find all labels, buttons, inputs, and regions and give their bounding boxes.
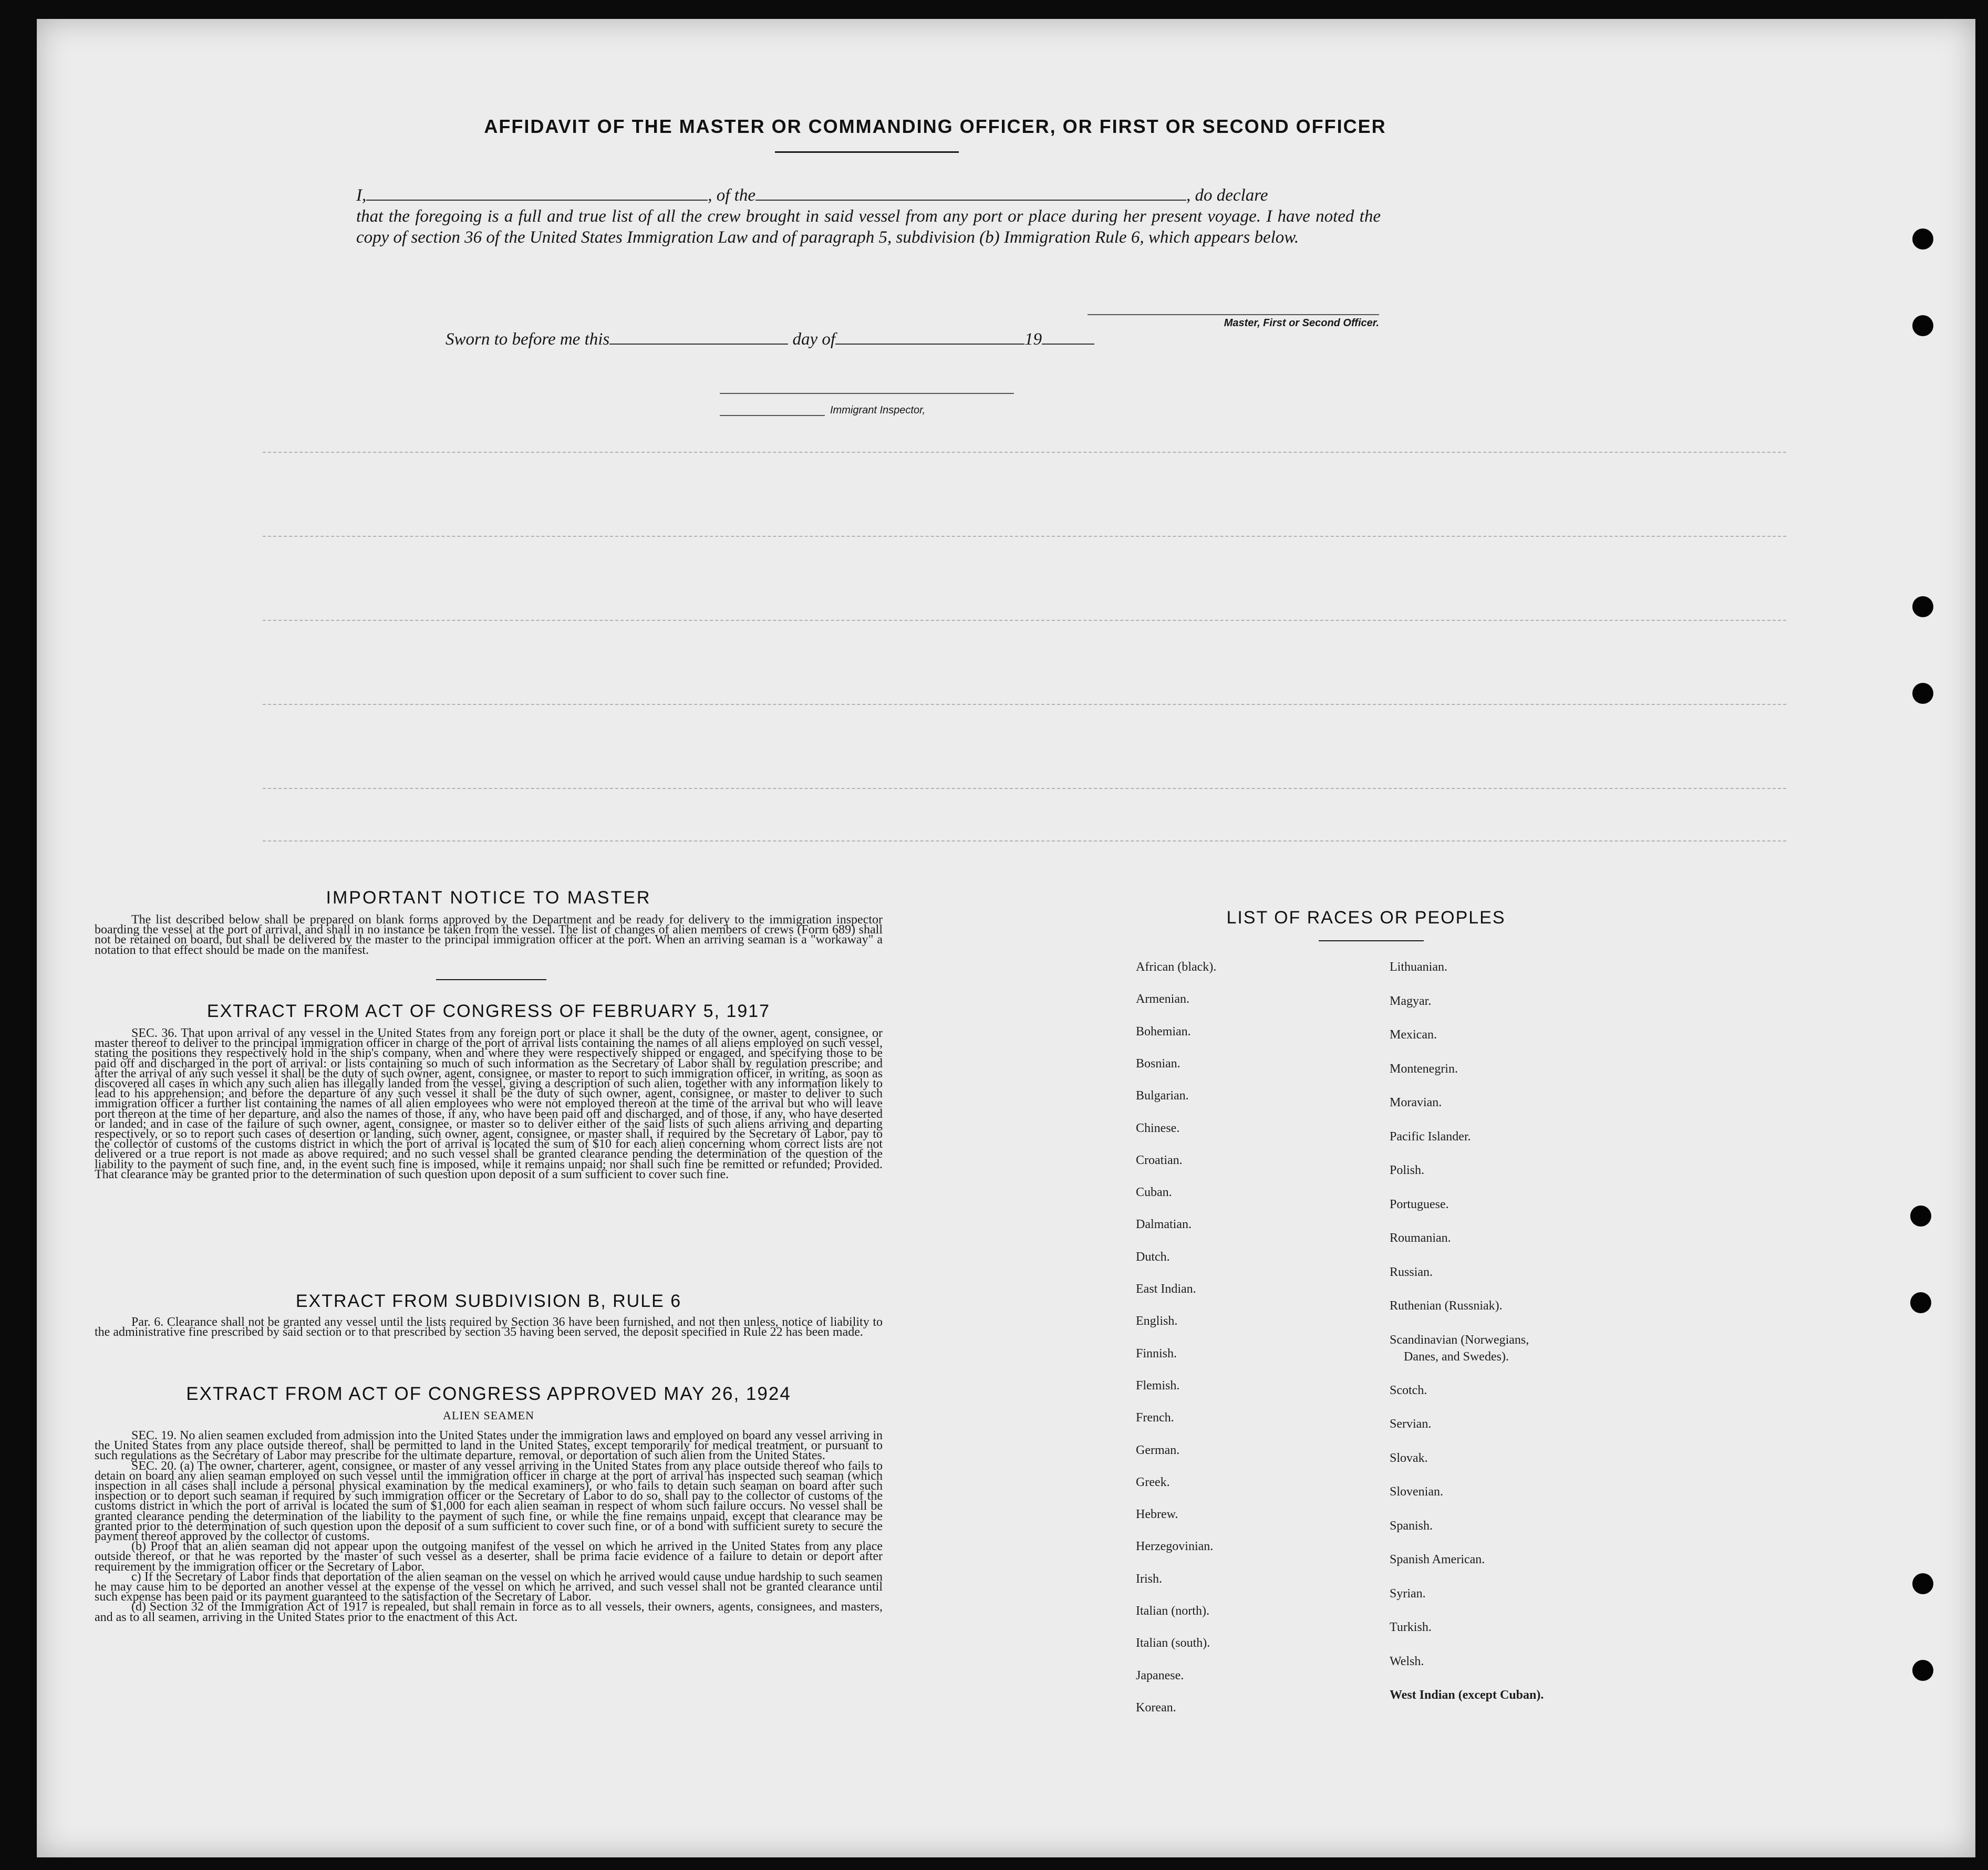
- race-item: East Indian.: [1136, 1282, 1196, 1296]
- race-item: German.: [1136, 1443, 1180, 1457]
- sworn-year-label: 19: [1024, 330, 1042, 349]
- race-item: French.: [1136, 1411, 1174, 1425]
- race-item: Italian (south).: [1136, 1636, 1210, 1650]
- vessel-blank: [755, 184, 1186, 201]
- binder-hole: [1912, 228, 1933, 250]
- binder-hole: [1912, 1573, 1933, 1594]
- race-item: Hebrew.: [1136, 1508, 1178, 1522]
- extract-1924-text: [95, 1431, 883, 1623]
- race-item: Dalmatian.: [1136, 1218, 1192, 1232]
- notice-paragraph: The list described below shall be prepared on blank forms approved by the Department and be ready for delivery to the immigration inspector boarding the vessel at the port of arrival, and shall in no instance be taken from the vessel. The list of changes of alien members of crews (Form 689) shall not be retained on board, but shall be delivered by the master to the principal immigration officer at the port. When an arriving seaman is a "workaway" a notation to that effect should be made on the manifest.: [95, 913, 883, 957]
- sworn-year-blank: [1042, 330, 1094, 345]
- bleed-through-mark: [263, 840, 1786, 842]
- section-20d-paragraph: (d) Section 32 of the Immigration Act of 1917 is repealed, but shall remain in force as to all vessels, their owners, agents, consignees, and masters, and as to all seamen, arriving in the United States prior to the enactment of this Act.: [95, 1600, 883, 1624]
- race-item: West Indian (except Cuban).: [1390, 1688, 1544, 1702]
- binder-hole: [1912, 683, 1933, 704]
- race-item: African (black).: [1136, 960, 1217, 974]
- binder-hole: [1912, 315, 1933, 336]
- race-item: Japanese.: [1136, 1668, 1184, 1682]
- race-item: Portuguese.: [1390, 1197, 1449, 1211]
- bleed-through-mark: [263, 452, 1786, 453]
- paragraph-6: Par. 6. Clearance shall not be granted any vessel until the lists required by Section 36 have been furnished, and not then unless, notice of liability to the administrative fine prescribed by said section or to that prescribed by section 35 having been served, the deposit specified in Rule 22 has been made.: [95, 1315, 883, 1339]
- inspector-signature-line-2: [720, 415, 825, 416]
- race-item: Russian.: [1390, 1265, 1433, 1279]
- race-item: Croatian.: [1136, 1153, 1183, 1167]
- affidavit-i-label: I,: [356, 186, 367, 205]
- race-item: Danes, and Swedes).: [1404, 1349, 1509, 1364]
- race-item: Welsh.: [1390, 1654, 1424, 1668]
- bleed-through-mark: [263, 788, 1786, 789]
- race-item: Cuban.: [1136, 1186, 1172, 1200]
- notice-text: [95, 915, 883, 955]
- affidavit-of-label: , of the: [708, 186, 755, 205]
- name-blank: [366, 184, 708, 201]
- race-item: Bosnian.: [1136, 1056, 1181, 1071]
- subdivision-b-text: [95, 1317, 883, 1337]
- race-item: Slovenian.: [1390, 1485, 1443, 1499]
- subdivision-b-title: EXTRACT FROM SUBDIVISION B, RULE 6: [295, 1291, 682, 1311]
- sworn-day-label: day of: [792, 330, 836, 349]
- sworn-prefix: Sworn to before me this: [446, 330, 610, 349]
- extract-1917-title: EXTRACT FROM ACT OF CONGRESS OF FEBRUARY 5, 1917: [206, 1001, 771, 1021]
- binder-hole: [1910, 1206, 1931, 1227]
- race-item: Slovak.: [1390, 1451, 1428, 1465]
- race-item: Montenegrin.: [1390, 1062, 1458, 1076]
- section-20a-paragraph: SEC. 20. (a) The owner, charterer, agent, consignee, or master of any vessel arriving in the United States from any place outside thereof who fails to detain on board any alien seaman employed on such vessel until the immigration officer in charge at the port of arrival has inspected such seaman (which inspection in all cases shall include a personal physical examination by the medical examiners), or who fails to detain such seaman on board after such inspection or to deport such seaman if required by such immigration officer or the Secretary of Labor to do so, shall pay to the collector of customs of the customs district in which the port of arrival is located the sum of $1,000 for each alien seaman in respect of whom such failure occurs. No vessel shall be granted clearance pending the determination of the liability to the payment of such fine, or while the fine remains unpaid, except that clearance may be granted prior to the determination of such question upon the deposit of a sum sufficient to cover such fine, or of a bond with sufficient surety to secure the payment thereof approved by the collector of customs.: [95, 1459, 883, 1544]
- races-title-rule: [1319, 940, 1424, 941]
- affidavit-declare-label: , do declare: [1186, 186, 1268, 205]
- race-item: Ruthenian (Russniak).: [1390, 1299, 1503, 1313]
- affidavit-body: that the foregoing is a full and true list of all the crew brought in said vessel from any port or place during her present voyage. I have noted the copy of section 36 of the United States Immigration Law and of paragraph 5, subdivision (b) Immigration Rule 6, which appears below.: [356, 207, 1381, 247]
- binder-hole: [1910, 1292, 1931, 1313]
- race-item: Spanish.: [1390, 1519, 1433, 1533]
- race-item: Moravian.: [1390, 1096, 1442, 1109]
- inspector-label: Immigrant Inspector,: [830, 404, 926, 416]
- affidavit-declaration-line: [356, 184, 1381, 205]
- race-item: Greek.: [1136, 1475, 1170, 1489]
- race-item: Mexican.: [1390, 1028, 1437, 1042]
- notice-title: IMPORTANT NOTICE TO MASTER: [326, 888, 651, 908]
- inspector-signature-line: [720, 393, 1014, 394]
- race-item: Roumanian.: [1390, 1231, 1451, 1245]
- sworn-line: [446, 330, 1181, 349]
- race-item: Lithuanian.: [1390, 960, 1447, 974]
- binder-hole: [1912, 1660, 1933, 1681]
- race-item: Chinese.: [1136, 1121, 1180, 1135]
- master-signature-label: Master, First or Second Officer.: [1224, 317, 1379, 329]
- notice-rule: [436, 979, 546, 980]
- race-item: Flemish.: [1136, 1378, 1180, 1393]
- extract-1917-text: [95, 1028, 883, 1180]
- race-item: Finnish.: [1136, 1346, 1177, 1360]
- race-item: English.: [1136, 1314, 1178, 1328]
- race-item: Bulgarian.: [1136, 1089, 1189, 1103]
- sworn-day-blank: [609, 330, 788, 345]
- race-item: Scandinavian (Norwegians,: [1390, 1333, 1529, 1347]
- affidavit-title-rule: [775, 151, 959, 153]
- race-item: Dutch.: [1136, 1250, 1170, 1264]
- alien-seamen-subtitle: ALIEN SEAMEN: [443, 1409, 534, 1422]
- race-item: Servian.: [1390, 1417, 1432, 1431]
- binder-hole: [1912, 596, 1933, 617]
- race-item: Irish.: [1136, 1572, 1162, 1586]
- section-19-paragraph: SEC. 19. No alien seamen excluded from admission into the United States under the immigration laws and employed on board any vessel arriving in the United States from any place outside thereof, shall be permitted to land in the United States, except temporarily for medical treatment, or pursuant to such regulations as the Secretary of Labor may prescribe for the ultimate departure, removal, or deportation of such alien from the United States.: [95, 1429, 883, 1463]
- race-item: Turkish.: [1390, 1620, 1432, 1634]
- race-item: Italian (north).: [1136, 1604, 1209, 1618]
- master-signature-line: [1088, 314, 1379, 315]
- race-item: Scotch.: [1390, 1383, 1427, 1397]
- affidavit-title: AFFIDAVIT OF THE MASTER OR COMMANDING OFFICER, OR FIRST OR SECOND OFFICER: [484, 116, 1386, 137]
- section-20b-paragraph: (b) Proof that an alien seaman did not appear upon the outgoing manifest of the vessel on which he arrived in the United States from any place outside thereof, or that he was reported by the master of such vessel as a deserter, shall be prima facie evidence of a failure to detain or deport after requirement by the immigration officer or the Secretary of Labor.: [95, 1540, 883, 1574]
- sworn-month-blank: [835, 330, 1024, 345]
- race-item: Pacific Islander.: [1390, 1129, 1471, 1144]
- race-item: Herzegovinian.: [1136, 1540, 1214, 1554]
- race-item: Syrian.: [1390, 1586, 1426, 1601]
- race-item: Bohemian.: [1136, 1024, 1191, 1038]
- bleed-through-mark: [263, 536, 1786, 537]
- races-title: LIST OF RACES OR PEOPLES: [1226, 908, 1506, 928]
- race-item: Spanish American.: [1390, 1553, 1485, 1566]
- race-item: Armenian.: [1136, 992, 1189, 1006]
- race-item: Polish.: [1390, 1163, 1425, 1177]
- race-item: Korean.: [1136, 1700, 1176, 1715]
- section-36-paragraph: SEC. 36. That upon arrival of any vessel in the United States from any foreign port or place it shall be the duty of the owner, agent, consignee, or master thereof to deliver to the principal immigration officer in charge of the port of arrival lists containing the names of all aliens employed on such vessel, stating the positions they respectively hold in the ship's company, when and where they were respectively shipped or engaged, and specifying those to be paid off and discharged in the port of arrival: or lists containing so much of such information as the Secretary of Labor shall by regulation prescribe; and after the arrival of any such vessel it shall be the duty of such owner, agent, consignee, or master to report to such immigration officer, in writing, as soon as discovered all cases in which any such alien has illegally landed from the vessel, giving a description of such alien, together with any information likely to lead to his apprehension; and before the departure of any such vessel it shall be the duty of such owner, agent, consignee, or master to deliver to such immigration officer a further list containing the names of all alien employees who were not employed thereon at the time of the arrival but who will leave port thereon at the time of her departure, and also the names of those, if any, who have been paid off and discharged, and of those, if any, who have deserted or landed; and in case of the failure of such owner, agent, consignee, or master so to deliver either of the said lists of such aliens arriving and departing respectively, or so to report such cases of desertion or landing, such owner, agent, consignee, or master shall, if required by the Secretary of Labor, pay to the collector of customs of the customs district in which the port of arrival is located the sum of $10 for each alien concerning whom correct lists are not delivered or a true report is not made as above required; and no such vessel shall be granted clearance pending the determination of the question of the liability to the payment of such fine, and, in the event such fine is imposed, while it remains unpaid; nor shall such fine be remitted or refunded; Provided. That clearance may be granted prior to the determination of such question upon deposit of a sum sufficient to cover such fine.: [95, 1026, 883, 1181]
- bleed-through-mark: [263, 620, 1786, 621]
- extract-1924-title: EXTRACT FROM ACT OF CONGRESS APPROVED MAY 26, 1924: [186, 1384, 791, 1404]
- section-20c-paragraph: c) If the Secretary of Labor finds that deportation of the alien seaman on the vessel on which he arrived would cause undue hardship to such seamen he may cause him to be deported an another vessel at the expense of the vessel on which he arrived, and such vessel shall not be granted clearance until such expense has been paid or its payment guaranteed to the satisfaction of the Secretary of Labor.: [95, 1570, 883, 1604]
- race-item: Magyar.: [1390, 994, 1432, 1008]
- bleed-through-mark: [263, 704, 1786, 705]
